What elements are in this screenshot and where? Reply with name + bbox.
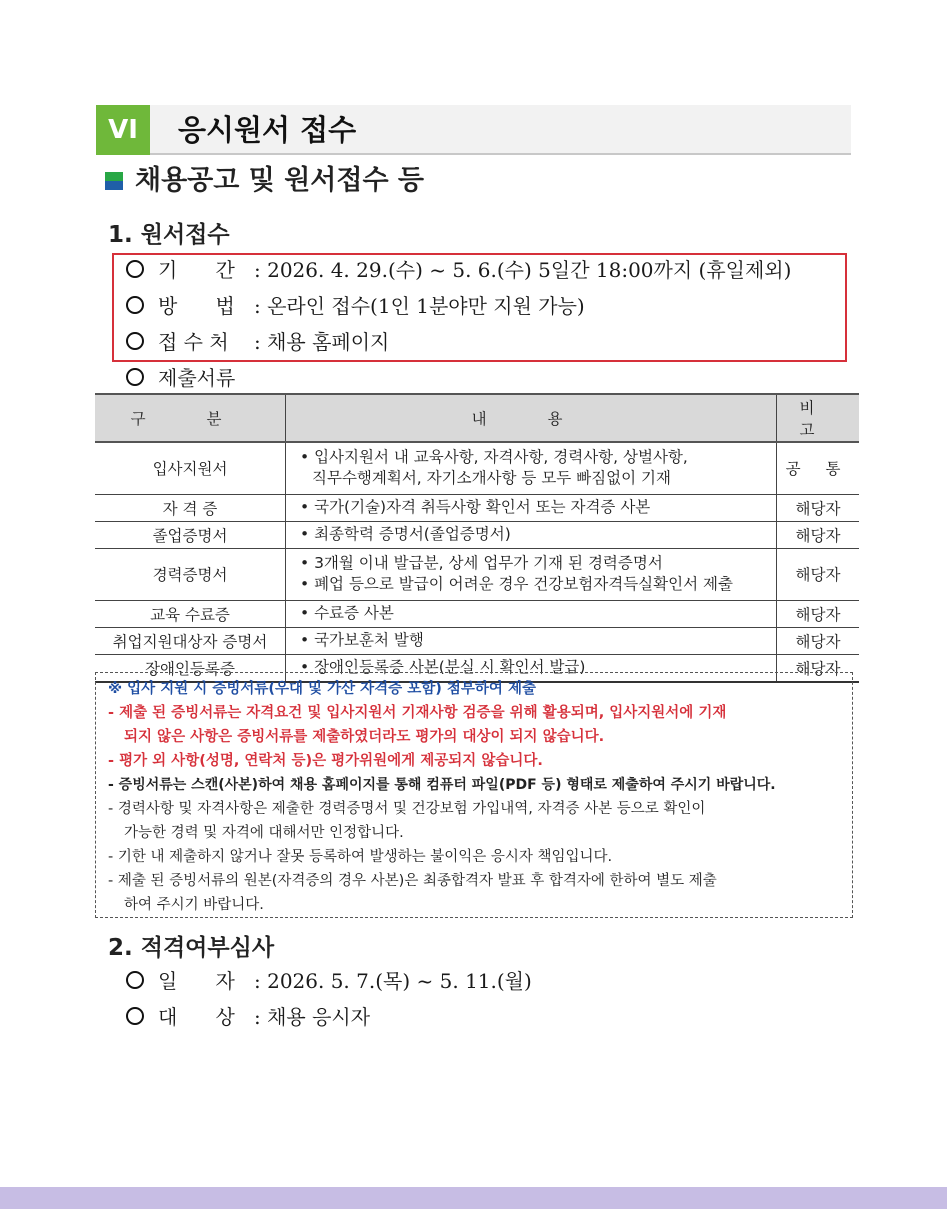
circle-bullet-icon — [126, 368, 144, 386]
row-note: 해당자 — [777, 654, 860, 682]
circle-bullet-icon — [126, 1007, 144, 1025]
review-target-line — [126, 1002, 370, 1032]
table-row — [95, 494, 859, 521]
item-value: : 2026. 4. 29.(수) ~ 5. 6.(수) 5일간 18:00까지 (휴일제외) — [254, 258, 792, 282]
application-period-line — [126, 255, 791, 285]
note-line: - 제출 된 증빙서류의 원본(자격증의 경우 사본)은 최종합격자 발표 후 합격자에 한하여 별도 제출 — [108, 873, 717, 889]
content-line: • 장애인등록증 사본(분실 시 확인서 발급) — [300, 658, 586, 676]
row-category: 입사지원서 — [95, 442, 286, 494]
content-line: • 수료증 사본 — [300, 604, 394, 622]
item-value: : 2026. 5. 7.(목) ~ 5. 11.(월) — [254, 969, 532, 993]
subheading: 채용공고 및 원서접수 등 — [135, 165, 425, 196]
row-note: 해당자 — [777, 600, 860, 627]
row-content — [286, 548, 777, 600]
note-line: - 증빙서류는 스캔(사본)하여 채용 홈페이지를 통해 컴퓨터 파일(PDF 등) 형태로 제출하여 주시기 바랍니다. — [108, 777, 776, 793]
application-method-line — [126, 291, 585, 321]
row-note: 공 통 — [777, 442, 860, 494]
content-line: • 입사지원서 내 교육사항, 자격사항, 경력사항, 상벌사항, — [300, 448, 688, 467]
row-category: 교육 수료증 — [95, 600, 286, 627]
part2-heading: 2. 적격여부심사 — [108, 935, 275, 961]
documents-table — [95, 393, 859, 683]
content-line: • 3개월 이내 발급분, 상세 업무가 기재 된 경력증명서 — [300, 554, 663, 572]
note-line: 되지 않은 사항은 증빙서류를 제출하였더라도 평가의 대상이 되지 않습니다. — [124, 729, 605, 745]
item-label: 기 간 — [158, 258, 235, 282]
item-value: : 온라인 접수(1인 1분야만 지원 가능) — [254, 294, 585, 318]
content-line: • 국가(기술)자격 취득사항 확인서 또는 자격증 사본 — [300, 498, 651, 516]
header-note: 비 고 — [777, 394, 860, 442]
table-row — [95, 548, 859, 600]
row-category: 장애인등록증 — [95, 654, 286, 682]
circle-bullet-icon — [126, 332, 144, 350]
content-line: • 최종학력 증명서(졸업증명서) — [300, 525, 511, 543]
square-bullet-icon — [105, 172, 123, 190]
row-note: 해당자 — [777, 627, 860, 654]
table-row — [95, 521, 859, 548]
note-line: 가능한 경력 및 자격에 대해서만 인정합니다. — [124, 825, 404, 841]
notes-title: ※ 입사 지원 시 증빙서류(우대 및 가산 자격증 포함) 첨부하여 제출 — [108, 681, 537, 697]
note-line: - 제출 된 증빙서류는 자격요건 및 입사지원서 기재사항 검증을 위해 활용되며, 입사지원서에 기재 — [108, 705, 727, 721]
row-content — [286, 494, 777, 521]
table-row — [95, 442, 859, 494]
section-number-badge: VI — [96, 105, 150, 155]
note-line: - 기한 내 제출하지 않거나 잘못 등록하여 발생하는 불이익은 응시자 책임입니다. — [108, 849, 613, 865]
content-line: • 폐업 등으로 발급이 어려운 경우 건강보험자격득실확인서 제출 — [300, 575, 733, 593]
row-category: 자 격 증 — [95, 494, 286, 521]
documents-label-line — [126, 363, 235, 393]
row-category: 졸업증명서 — [95, 521, 286, 548]
footer-band — [0, 1187, 947, 1209]
item-label: 방 법 — [158, 294, 235, 318]
table-row — [95, 627, 859, 654]
note-line: - 경력사항 및 자격사항은 제출한 경력증명서 및 건강보험 가입내역, 자격증 사본 등으로 확인이 — [108, 801, 706, 817]
header-category: 구 분 — [95, 394, 286, 442]
part1-heading: 1. 원서접수 — [108, 222, 230, 248]
row-note: 해당자 — [777, 521, 860, 548]
circle-bullet-icon — [126, 971, 144, 989]
content-line: • 국가보훈처 발행 — [300, 631, 424, 649]
row-category: 경력증명서 — [95, 548, 286, 600]
item-label: 대 상 — [158, 1005, 235, 1029]
row-content — [286, 600, 777, 627]
circle-bullet-icon — [126, 296, 144, 314]
circle-bullet-icon — [126, 260, 144, 278]
row-content — [286, 442, 777, 494]
row-content — [286, 627, 777, 654]
section-title: 응시원서 접수 — [178, 113, 357, 147]
table-row — [95, 600, 859, 627]
documents-label: 제출서류 — [158, 366, 236, 390]
header-content: 내 용 — [286, 394, 777, 442]
row-category: 취업지원대상자 증명서 — [95, 627, 286, 654]
item-label: 일 자 — [158, 969, 235, 993]
note-line: 하여 주시기 바랍니다. — [124, 897, 264, 913]
table-header-row — [95, 394, 859, 442]
row-note: 해당자 — [777, 548, 860, 600]
row-note: 해당자 — [777, 494, 860, 521]
item-label: 접 수 처 — [158, 330, 229, 354]
item-value: : 채용 홈페이지 — [254, 330, 390, 354]
content-line: 직무수행계획서, 자기소개사항 등 모두 빠짐없이 기재 — [312, 469, 671, 488]
application-place-line — [126, 327, 389, 357]
item-value: : 채용 응시자 — [254, 1005, 371, 1029]
note-line: - 평가 외 사항(성명, 연락처 등)은 평가위원에게 제공되지 않습니다. — [108, 753, 543, 769]
review-date-line — [126, 966, 532, 996]
row-content — [286, 521, 777, 548]
